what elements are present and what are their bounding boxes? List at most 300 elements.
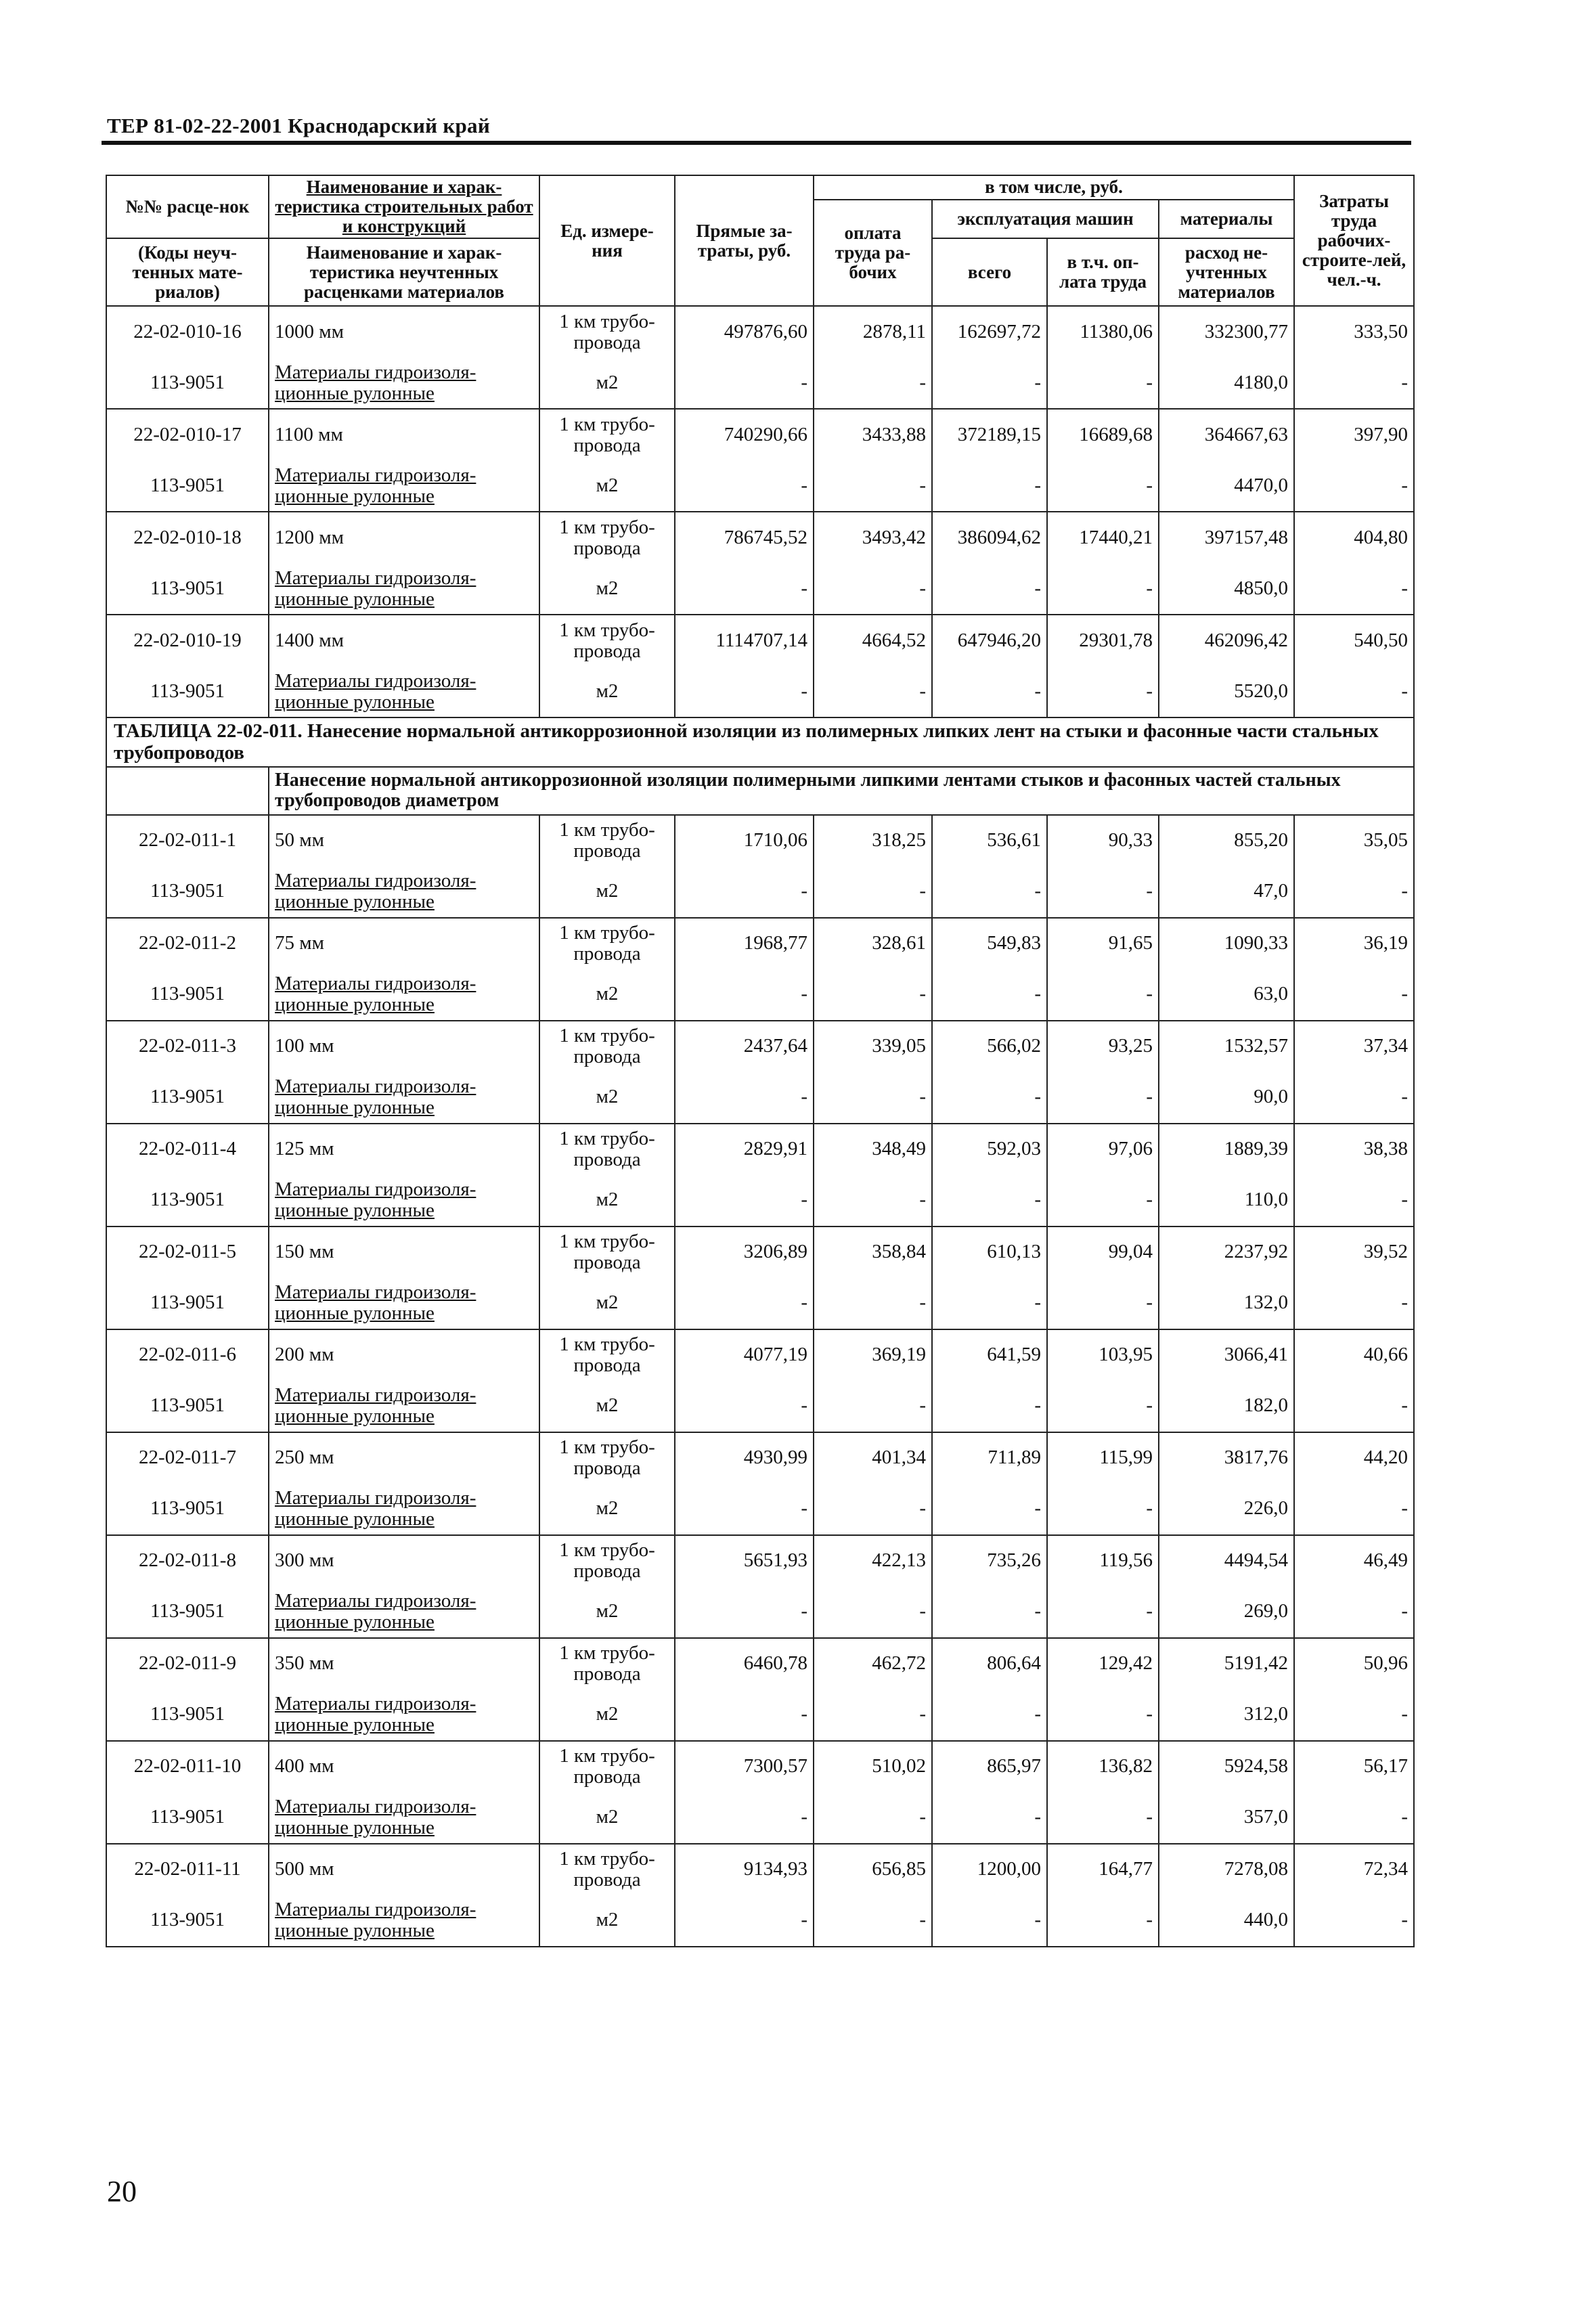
machines-labor-pay: 16689,68 — [1047, 409, 1159, 460]
rate-code: 22-02-010-17 — [106, 409, 269, 460]
labor-hours: 35,05 — [1294, 815, 1414, 866]
machines-labor-pay: 29301,78 — [1047, 615, 1159, 666]
machines-labor-pay: 17440,21 — [1047, 512, 1159, 563]
rate-row — [106, 1535, 1414, 1587]
materials-cost: 462096,42 — [1159, 615, 1294, 666]
col-machines-head: эксплуатация машин — [932, 200, 1159, 238]
material-description — [269, 357, 539, 409]
dash-cell: - — [814, 1587, 932, 1638]
rate-description: 1400 мм — [269, 615, 539, 666]
dash-cell: - — [932, 1895, 1047, 1947]
material-code: 113-9051 — [106, 357, 269, 409]
rate-description: 100 мм — [269, 1021, 539, 1072]
dash-cell: - — [814, 666, 932, 717]
machines-total: 865,97 — [932, 1741, 1047, 1792]
dash-cell: - — [932, 1278, 1047, 1329]
materials-cost: 3066,41 — [1159, 1329, 1294, 1381]
material-description — [269, 1587, 539, 1638]
material-description-text: Материалы гидроизоля-ционные рулонные — [275, 1075, 476, 1119]
material-quantity: 5520,0 — [1159, 666, 1294, 717]
dash-cell: - — [932, 1381, 1047, 1432]
dash-cell: - — [814, 357, 932, 409]
col-materials-sub-head: расход не-учтенных материалов — [1159, 238, 1294, 306]
rate-unit: 1 км трубо-провода — [539, 1844, 675, 1895]
machines-labor-pay: 11380,06 — [1047, 306, 1159, 357]
rate-description: 350 мм — [269, 1638, 539, 1689]
dash-cell: - — [1047, 1278, 1159, 1329]
machines-total: 566,02 — [932, 1021, 1047, 1072]
rate-code: 22-02-011-2 — [106, 918, 269, 969]
material-description — [269, 563, 539, 615]
header-rule — [102, 141, 1411, 145]
materials-cost: 332300,77 — [1159, 306, 1294, 357]
dash-cell: - — [932, 1689, 1047, 1741]
dash-cell: - — [675, 1587, 814, 1638]
material-description — [269, 866, 539, 918]
labor-pay: 369,19 — [814, 1329, 932, 1381]
materials-cost: 3817,76 — [1159, 1432, 1294, 1484]
labor-pay: 3433,88 — [814, 409, 932, 460]
rate-row — [106, 1432, 1414, 1484]
material-quantity: 226,0 — [1159, 1484, 1294, 1535]
material-code: 113-9051 — [106, 1895, 269, 1947]
material-unit: м2 — [539, 1689, 675, 1741]
dash-cell: - — [1294, 1278, 1414, 1329]
material-unit: м2 — [539, 666, 675, 717]
dash-cell: - — [1047, 1587, 1159, 1638]
material-description-text: Материалы гидроизоля-ционные рулонные — [275, 361, 476, 404]
dash-cell: - — [675, 1484, 814, 1535]
machines-labor-pay: 99,04 — [1047, 1227, 1159, 1278]
rate-description: 50 мм — [269, 815, 539, 866]
rate-unit: 1 км трубо-провода — [539, 1638, 675, 1689]
labor-hours: 540,50 — [1294, 615, 1414, 666]
material-row — [106, 1792, 1414, 1844]
dash-cell: - — [675, 1895, 814, 1947]
rate-code: 22-02-011-8 — [106, 1535, 269, 1587]
dash-cell: - — [814, 1689, 932, 1741]
material-description-text: Материалы гидроизоля-ционные рулонные — [275, 1795, 476, 1839]
material-row — [106, 563, 1414, 615]
machines-total: 610,13 — [932, 1227, 1047, 1278]
material-quantity: 110,0 — [1159, 1175, 1294, 1227]
material-code: 113-9051 — [106, 460, 269, 512]
material-description-text: Материалы гидроизоля-ционные рулонные — [275, 1281, 476, 1325]
rate-description: 1100 мм — [269, 409, 539, 460]
materials-cost: 1532,57 — [1159, 1021, 1294, 1072]
rate-unit: 1 км трубо-провода — [539, 815, 675, 866]
rate-row — [106, 1741, 1414, 1792]
material-row — [106, 357, 1414, 409]
col-labor-head: Затраты труда рабочих-строите-лей, чел.-ч. — [1294, 175, 1414, 306]
dash-cell: - — [1047, 1175, 1159, 1227]
material-code: 113-9051 — [106, 1792, 269, 1844]
dash-cell: - — [932, 666, 1047, 717]
col-materials-head: материалы — [1159, 200, 1294, 238]
dash-cell: - — [814, 1484, 932, 1535]
rate-code: 22-02-011-11 — [106, 1844, 269, 1895]
dash-cell: - — [1047, 1689, 1159, 1741]
material-description-text: Материалы гидроизоля-ционные рулонные — [275, 869, 476, 913]
material-description-text: Материалы гидроизоля-ционные рулонные — [275, 669, 476, 713]
material-row — [106, 1484, 1414, 1535]
material-code: 113-9051 — [106, 1278, 269, 1329]
dash-cell: - — [1047, 866, 1159, 918]
machines-total: 735,26 — [932, 1535, 1047, 1587]
rate-row — [106, 1021, 1414, 1072]
rate-code: 22-02-011-6 — [106, 1329, 269, 1381]
dash-cell: - — [814, 460, 932, 512]
material-code: 113-9051 — [106, 1072, 269, 1124]
materials-cost: 1090,33 — [1159, 918, 1294, 969]
rate-row — [106, 1124, 1414, 1175]
direct-costs: 1710,06 — [675, 815, 814, 866]
rate-description: 500 мм — [269, 1844, 539, 1895]
rate-unit: 1 км трубо-провода — [539, 1535, 675, 1587]
rate-unit: 1 км трубо-провода — [539, 1329, 675, 1381]
material-row — [106, 969, 1414, 1021]
rate-code: 22-02-011-10 — [106, 1741, 269, 1792]
dash-cell: - — [932, 866, 1047, 918]
col-unit-head: Ед. измере-ния — [539, 175, 675, 306]
dash-cell: - — [1047, 969, 1159, 1021]
material-code: 113-9051 — [106, 969, 269, 1021]
rate-code: 22-02-010-19 — [106, 615, 269, 666]
col-name-head — [269, 175, 539, 238]
rate-description: 250 мм — [269, 1432, 539, 1484]
col-name-head-b: Наименование и харак-теристика неучтенных расценками материалов — [269, 238, 539, 306]
labor-pay: 3493,42 — [814, 512, 932, 563]
rate-unit: 1 км трубо-провода — [539, 512, 675, 563]
rate-unit: 1 км трубо-провода — [539, 1021, 675, 1072]
dash-cell: - — [814, 563, 932, 615]
rate-code: 22-02-011-5 — [106, 1227, 269, 1278]
rate-code: 22-02-011-3 — [106, 1021, 269, 1072]
dash-cell: - — [932, 563, 1047, 615]
dash-cell: - — [675, 1792, 814, 1844]
material-unit: м2 — [539, 1792, 675, 1844]
labor-hours: 56,17 — [1294, 1741, 1414, 1792]
direct-costs: 7300,57 — [675, 1741, 814, 1792]
dash-cell: - — [1047, 1895, 1159, 1947]
dash-cell: - — [675, 1381, 814, 1432]
dash-cell: - — [1047, 460, 1159, 512]
material-code: 113-9051 — [106, 666, 269, 717]
dash-cell: - — [675, 969, 814, 1021]
dash-cell: - — [1047, 1381, 1159, 1432]
labor-pay: 358,84 — [814, 1227, 932, 1278]
materials-cost: 397157,48 — [1159, 512, 1294, 563]
material-description-text: Материалы гидроизоля-ционные рулонные — [275, 1898, 476, 1942]
labor-hours: 44,20 — [1294, 1432, 1414, 1484]
materials-cost: 1889,39 — [1159, 1124, 1294, 1175]
material-description — [269, 969, 539, 1021]
labor-hours: 333,50 — [1294, 306, 1414, 357]
material-quantity: 440,0 — [1159, 1895, 1294, 1947]
dash-cell: - — [675, 1689, 814, 1741]
machines-total: 162697,72 — [932, 306, 1047, 357]
material-quantity: 4470,0 — [1159, 460, 1294, 512]
dash-cell: - — [1294, 969, 1414, 1021]
rate-code: 22-02-011-9 — [106, 1638, 269, 1689]
material-description — [269, 1484, 539, 1535]
rate-code: 22-02-011-1 — [106, 815, 269, 866]
material-row — [106, 1895, 1414, 1947]
labor-hours: 46,49 — [1294, 1535, 1414, 1587]
rate-unit: 1 км трубо-провода — [539, 1227, 675, 1278]
rate-row — [106, 1227, 1414, 1278]
material-unit: м2 — [539, 563, 675, 615]
dash-cell: - — [932, 1175, 1047, 1227]
col-pay-head: оплата труда ра-бочих — [814, 200, 932, 306]
dash-cell: - — [1294, 1792, 1414, 1844]
material-row — [106, 1381, 1414, 1432]
labor-hours: 37,34 — [1294, 1021, 1414, 1072]
direct-costs: 786745,52 — [675, 512, 814, 563]
labor-pay: 656,85 — [814, 1844, 932, 1895]
labor-pay: 2878,11 — [814, 306, 932, 357]
materials-cost: 5924,58 — [1159, 1741, 1294, 1792]
direct-costs: 4077,19 — [675, 1329, 814, 1381]
dash-cell: - — [932, 460, 1047, 512]
machines-total: 641,59 — [932, 1329, 1047, 1381]
material-quantity: 90,0 — [1159, 1072, 1294, 1124]
material-quantity: 269,0 — [1159, 1587, 1294, 1638]
dash-cell: - — [675, 460, 814, 512]
machines-labor-pay: 136,82 — [1047, 1741, 1159, 1792]
rate-description: 75 мм — [269, 918, 539, 969]
labor-hours: 39,52 — [1294, 1227, 1414, 1278]
material-description — [269, 1278, 539, 1329]
labor-pay: 339,05 — [814, 1021, 932, 1072]
rate-code: 22-02-010-18 — [106, 512, 269, 563]
material-description-text: Материалы гидроизоля-ционные рулонные — [275, 1589, 476, 1633]
materials-cost: 364667,63 — [1159, 409, 1294, 460]
material-description — [269, 666, 539, 717]
col-code-head-a: №№ расце-нок — [125, 196, 250, 217]
material-row — [106, 1072, 1414, 1124]
dash-cell: - — [1294, 1895, 1414, 1947]
dash-cell: - — [1294, 866, 1414, 918]
rate-description: 200 мм — [269, 1329, 539, 1381]
materials-cost: 4494,54 — [1159, 1535, 1294, 1587]
machines-labor-pay: 93,25 — [1047, 1021, 1159, 1072]
material-description — [269, 460, 539, 512]
materials-cost: 855,20 — [1159, 815, 1294, 866]
material-quantity: 4850,0 — [1159, 563, 1294, 615]
col-machines-labor-head: в т.ч. оп-лата труда — [1047, 238, 1159, 306]
direct-costs: 2437,64 — [675, 1021, 814, 1072]
dash-cell: - — [1294, 1175, 1414, 1227]
material-row — [106, 1689, 1414, 1741]
dash-cell: - — [814, 866, 932, 918]
machines-total: 647946,20 — [932, 615, 1047, 666]
dash-cell: - — [675, 1072, 814, 1124]
rate-code: 22-02-010-16 — [106, 306, 269, 357]
machines-total: 536,61 — [932, 815, 1047, 866]
rate-code: 22-02-011-7 — [106, 1432, 269, 1484]
rate-row — [106, 409, 1414, 460]
material-unit: м2 — [539, 357, 675, 409]
labor-hours: 50,96 — [1294, 1638, 1414, 1689]
dash-cell: - — [1294, 1381, 1414, 1432]
material-row — [106, 666, 1414, 717]
rate-row — [106, 1638, 1414, 1689]
rate-row — [106, 918, 1414, 969]
direct-costs: 740290,66 — [675, 409, 814, 460]
labor-pay: 328,61 — [814, 918, 932, 969]
rate-description: 150 мм — [269, 1227, 539, 1278]
rate-description: 1200 мм — [269, 512, 539, 563]
machines-labor-pay: 119,56 — [1047, 1535, 1159, 1587]
dash-cell: - — [1294, 357, 1414, 409]
labor-pay: 510,02 — [814, 1741, 932, 1792]
material-code: 113-9051 — [106, 563, 269, 615]
material-quantity: 63,0 — [1159, 969, 1294, 1021]
rate-unit: 1 км трубо-провода — [539, 918, 675, 969]
dash-cell: - — [814, 1381, 932, 1432]
col-machines-all-head: всего — [932, 238, 1047, 306]
rate-description: 400 мм — [269, 1741, 539, 1792]
material-code: 113-9051 — [106, 1484, 269, 1535]
table-head — [106, 175, 1414, 306]
dash-cell: - — [1047, 1792, 1159, 1844]
dash-cell: - — [932, 969, 1047, 1021]
machines-labor-pay: 164,77 — [1047, 1844, 1159, 1895]
material-description-text: Материалы гидроизоля-ционные рулонные — [275, 567, 476, 610]
rate-description: 125 мм — [269, 1124, 539, 1175]
material-code: 113-9051 — [106, 866, 269, 918]
rate-row — [106, 306, 1414, 357]
direct-costs: 3206,89 — [675, 1227, 814, 1278]
page-number: 20 — [107, 2175, 137, 2208]
material-quantity: 132,0 — [1159, 1278, 1294, 1329]
dash-cell: - — [675, 666, 814, 717]
dash-cell: - — [1294, 1587, 1414, 1638]
rate-row — [106, 615, 1414, 666]
material-description — [269, 1689, 539, 1741]
material-description-text: Материалы гидроизоля-ционные рулонные — [275, 1384, 476, 1428]
dash-cell: - — [675, 563, 814, 615]
dash-cell: - — [1294, 1072, 1414, 1124]
labor-hours: 404,80 — [1294, 512, 1414, 563]
direct-costs: 5651,93 — [675, 1535, 814, 1587]
material-description-text: Материалы гидроизоля-ционные рулонные — [275, 1692, 476, 1736]
material-unit: м2 — [539, 460, 675, 512]
direct-costs: 1114707,14 — [675, 615, 814, 666]
material-unit: м2 — [539, 1587, 675, 1638]
machines-total: 1200,00 — [932, 1844, 1047, 1895]
table-010-body — [106, 306, 1414, 717]
material-unit: м2 — [539, 1278, 675, 1329]
material-row — [106, 1587, 1414, 1638]
table-caption: ТАБЛИЦА 22-02-011. Нанесение нормальной антикоррозионной изоляции из полимерных липких лент на стыки и фасонные части стальных трубопроводов — [106, 717, 1414, 767]
labor-hours: 38,38 — [1294, 1124, 1414, 1175]
machines-labor-pay: 129,42 — [1047, 1638, 1159, 1689]
direct-costs: 2829,91 — [675, 1124, 814, 1175]
rate-row — [106, 815, 1414, 866]
machines-total: 372189,15 — [932, 409, 1047, 460]
material-description-text: Материалы гидроизоля-ционные рулонные — [275, 1178, 476, 1222]
material-row — [106, 1278, 1414, 1329]
table-subhead: Нанесение нормальной антикоррозионной изоляции полимерными липкими лентами стыков и фасонных частей стальных трубопроводов диаметром — [269, 767, 1414, 814]
labor-pay: 462,72 — [814, 1638, 932, 1689]
materials-cost: 7278,08 — [1159, 1844, 1294, 1895]
dash-cell: - — [1294, 1689, 1414, 1741]
col-code-head — [106, 175, 269, 238]
machines-labor-pay: 97,06 — [1047, 1124, 1159, 1175]
dash-cell: - — [675, 1278, 814, 1329]
rate-unit: 1 км трубо-провода — [539, 1124, 675, 1175]
material-code: 113-9051 — [106, 1587, 269, 1638]
material-description — [269, 1895, 539, 1947]
table-011-caption — [106, 717, 1414, 814]
labor-hours: 397,90 — [1294, 409, 1414, 460]
material-quantity: 47,0 — [1159, 866, 1294, 918]
rate-unit: 1 км трубо-провода — [539, 615, 675, 666]
direct-costs: 9134,93 — [675, 1844, 814, 1895]
dash-cell: - — [932, 1072, 1047, 1124]
material-quantity: 312,0 — [1159, 1689, 1294, 1741]
rate-unit: 1 км трубо-провода — [539, 1741, 675, 1792]
rate-description: 300 мм — [269, 1535, 539, 1587]
dash-cell: - — [932, 1792, 1047, 1844]
materials-cost: 5191,42 — [1159, 1638, 1294, 1689]
dash-cell: - — [814, 1072, 932, 1124]
rates-table — [106, 175, 1415, 1947]
dash-cell: - — [1047, 1484, 1159, 1535]
dash-cell: - — [1047, 1072, 1159, 1124]
group-head: в том числе, руб. — [814, 175, 1294, 200]
dash-cell: - — [1294, 563, 1414, 615]
document-header: ТЕР 81-02-22-2001 Краснодарский край — [107, 114, 490, 137]
col-name-head-a: Наименование и харак-теристика строительных работ и конструкций — [275, 177, 533, 237]
direct-costs: 4930,99 — [675, 1432, 814, 1484]
material-unit: м2 — [539, 1895, 675, 1947]
rate-code: 22-02-011-4 — [106, 1124, 269, 1175]
dash-cell: - — [814, 1895, 932, 1947]
material-code: 113-9051 — [106, 1175, 269, 1227]
direct-costs: 497876,60 — [675, 306, 814, 357]
material-quantity: 357,0 — [1159, 1792, 1294, 1844]
dash-cell: - — [1047, 666, 1159, 717]
material-unit: м2 — [539, 1175, 675, 1227]
table-011-body — [106, 815, 1414, 1947]
material-unit: м2 — [539, 1484, 675, 1535]
machines-labor-pay: 91,65 — [1047, 918, 1159, 969]
material-description — [269, 1381, 539, 1432]
machines-total: 386094,62 — [932, 512, 1047, 563]
dash-cell: - — [1294, 666, 1414, 717]
material-row — [106, 460, 1414, 512]
direct-costs: 6460,78 — [675, 1638, 814, 1689]
dash-cell: - — [1294, 460, 1414, 512]
material-description-text: Материалы гидроизоля-ционные рулонные — [275, 1486, 476, 1530]
rate-unit: 1 км трубо-провода — [539, 306, 675, 357]
material-unit: м2 — [539, 1381, 675, 1432]
machines-labor-pay: 90,33 — [1047, 815, 1159, 866]
machines-total: 549,83 — [932, 918, 1047, 969]
dash-cell: - — [932, 1587, 1047, 1638]
subhead-blank — [106, 767, 269, 814]
col-direct-head: Прямые за-траты, руб. — [675, 175, 814, 306]
material-quantity: 4180,0 — [1159, 357, 1294, 409]
material-unit: м2 — [539, 969, 675, 1021]
rate-row — [106, 1329, 1414, 1381]
dash-cell: - — [1294, 1484, 1414, 1535]
labor-pay: 401,34 — [814, 1432, 932, 1484]
dash-cell: - — [814, 1792, 932, 1844]
